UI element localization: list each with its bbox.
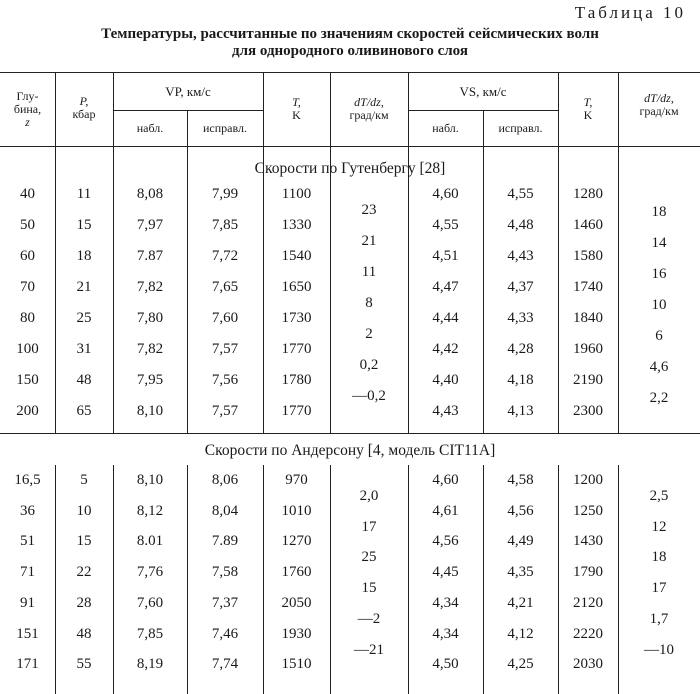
cell-vp-corrected: 7,46 xyxy=(211,626,239,642)
cell-vp-observed: 8,10 xyxy=(136,403,164,419)
header-temperature-vp: T, K xyxy=(292,95,301,122)
cell-temperature-vp: 1760 xyxy=(281,564,312,580)
cell-vp-corrected: 7.89 xyxy=(211,533,239,549)
cell-temperature-vs: 1840 xyxy=(573,310,603,326)
header-vs-observed: набл. xyxy=(432,121,459,135)
cell-temperature-vs: 1200 xyxy=(573,472,603,488)
cell-vs-corrected: 4,49 xyxy=(507,533,534,549)
cell-temperature-vs: 2220 xyxy=(573,626,603,642)
cell-vp-corrected: 7,57 xyxy=(211,403,239,419)
cell-vp-corrected: 7,74 xyxy=(211,656,239,672)
cell-vp-observed: 7,80 xyxy=(136,310,164,326)
cell-pressure: 11 xyxy=(76,186,92,202)
cell-vp-corrected: 7,65 xyxy=(211,279,239,295)
cell-vs-observed: 4,40 xyxy=(432,372,459,388)
cell-vp-corrected: 7,85 xyxy=(211,217,239,233)
cell-vs-corrected: 4,28 xyxy=(507,341,534,357)
cell-vs-corrected: 4,18 xyxy=(507,372,534,388)
cell-vs-observed: 4,55 xyxy=(432,217,459,233)
cell-depth: 36 xyxy=(20,503,35,519)
cell-gradient-vp: 23 xyxy=(361,202,377,218)
cell-temperature-vs: 2030 xyxy=(573,656,603,672)
header-vs-group: VS, км/с xyxy=(459,84,507,99)
cell-vs-corrected: 4,25 xyxy=(507,656,534,672)
cell-gradient-vp: 0,2 xyxy=(359,357,379,373)
cell-vs-observed: 4,60 xyxy=(432,472,459,488)
cell-depth: 60 xyxy=(20,248,35,264)
header-vp-corrected: исправл. xyxy=(203,121,247,135)
cell-gradient-vp: 11 xyxy=(361,264,377,280)
cell-vp-observed: 7,97 xyxy=(136,217,164,233)
cell-pressure: 65 xyxy=(76,403,92,419)
section-divider-rule xyxy=(0,433,700,434)
cell-vp-corrected: 7,56 xyxy=(211,372,239,388)
cell-vp-corrected: 7,37 xyxy=(211,595,239,611)
cell-vs-observed: 4,44 xyxy=(432,310,459,326)
cell-depth: 151 xyxy=(16,626,39,642)
header-temperature-vs: T, K xyxy=(583,95,593,122)
cell-gradient-vs: 12 xyxy=(651,519,667,535)
cell-vs-corrected: 4,58 xyxy=(507,472,534,488)
cell-gradient-vp: 2,0 xyxy=(359,488,379,504)
header-top-rule xyxy=(0,72,700,73)
cell-gradient-vs: 14 xyxy=(651,235,667,251)
cell-pressure: 55 xyxy=(76,656,92,672)
table-number: Таблица 10 xyxy=(574,3,686,22)
cell-temperature-vp: 1540 xyxy=(281,248,312,264)
cell-vp-observed: 7,85 xyxy=(136,626,164,642)
cell-depth: 80 xyxy=(20,310,35,326)
cell-gradient-vs: 18 xyxy=(651,549,667,565)
cell-pressure: 28 xyxy=(76,595,92,611)
vp-group-rule xyxy=(113,110,263,111)
cell-pressure: 31 xyxy=(76,341,92,357)
header-gradient-vp: dT/dz, град/км xyxy=(349,95,389,122)
header-bottom-rule xyxy=(0,146,700,147)
cell-vs-observed: 4,60 xyxy=(432,186,459,202)
cell-depth: 16,5 xyxy=(14,472,41,488)
cell-vs-observed: 4,43 xyxy=(432,403,459,419)
header-gradient-vs: dT/dz, град/км xyxy=(639,91,679,118)
cell-vs-corrected: 4,55 xyxy=(507,186,534,202)
cell-vs-observed: 4,34 xyxy=(432,595,459,611)
cell-temperature-vp: 1650 xyxy=(281,279,312,295)
cell-temperature-vp: 1270 xyxy=(281,533,312,549)
cell-depth: 70 xyxy=(20,279,35,295)
cell-temperature-vs: 1960 xyxy=(573,341,603,357)
cell-depth: 100 xyxy=(16,341,39,357)
cell-depth: 51 xyxy=(20,533,35,549)
cell-vp-observed: 7,82 xyxy=(136,341,164,357)
cell-pressure: 15 xyxy=(76,533,92,549)
cell-vp-observed: 8,12 xyxy=(136,503,164,519)
cell-depth: 71 xyxy=(20,564,35,580)
cell-temperature-vs: 1790 xyxy=(573,564,603,580)
cell-vp-observed: 7,60 xyxy=(136,595,164,611)
cell-pressure: 5 xyxy=(80,472,88,488)
cell-gradient-vs: 18 xyxy=(651,204,667,220)
cell-temperature-vs: 1430 xyxy=(573,533,603,549)
column-rule xyxy=(618,72,619,433)
cell-vp-observed: 8,08 xyxy=(136,186,164,202)
cell-vp-corrected: 7,72 xyxy=(211,248,239,264)
cell-pressure: 15 xyxy=(76,217,92,233)
cell-vs-observed: 4,56 xyxy=(432,533,459,549)
cell-gradient-vp: 15 xyxy=(361,580,377,596)
cell-vp-corrected: 8,04 xyxy=(211,503,239,519)
cell-temperature-vp: 1330 xyxy=(281,217,312,233)
cell-gradient-vs: 10 xyxy=(651,297,667,313)
cell-vp-observed: 8,19 xyxy=(136,656,164,672)
cell-gradient-vs: 17 xyxy=(651,580,667,596)
cell-vp-observed: 7.87 xyxy=(136,248,164,264)
cell-gradient-vs: —10 xyxy=(644,642,674,658)
cell-vs-corrected: 4,37 xyxy=(507,279,534,295)
cell-vs-corrected: 4,48 xyxy=(507,217,534,233)
section-title-anderson: Скорости по Андерсону [4, модель CIT11A] xyxy=(204,442,496,459)
cell-vs-observed: 4,61 xyxy=(432,503,459,519)
cell-vp-corrected: 8,06 xyxy=(211,472,239,488)
cell-gradient-vs: 16 xyxy=(651,266,667,282)
cell-temperature-vp: 1730 xyxy=(281,310,312,326)
cell-vs-corrected: 4,21 xyxy=(507,595,534,611)
cell-gradient-vs: 2,2 xyxy=(649,390,669,406)
cell-vs-corrected: 4,33 xyxy=(507,310,534,326)
header-pressure: P, кбар xyxy=(72,94,96,121)
cell-gradient-vs: 2,5 xyxy=(649,488,669,504)
column-rule xyxy=(330,465,331,694)
cell-gradient-vs: 6 xyxy=(655,328,663,344)
cell-temperature-vp: 2050 xyxy=(281,595,312,611)
cell-depth: 40 xyxy=(20,186,35,202)
table-caption xyxy=(0,26,700,60)
cell-gradient-vp: 2 xyxy=(365,326,373,342)
cell-temperature-vs: 2120 xyxy=(573,595,603,611)
cell-vp-observed: 8.01 xyxy=(136,533,164,549)
caption-line-2: для однородного оливинового слоя xyxy=(232,43,468,59)
cell-temperature-vp: 1780 xyxy=(281,372,312,388)
cell-temperature-vs: 2190 xyxy=(573,372,603,388)
cell-temperature-vp: 1510 xyxy=(281,656,312,672)
cell-vs-corrected: 4,56 xyxy=(507,503,534,519)
cell-vs-corrected: 4,43 xyxy=(507,248,534,264)
cell-vp-corrected: 7,60 xyxy=(211,310,239,326)
cell-pressure: 21 xyxy=(76,279,92,295)
cell-vs-corrected: 4,35 xyxy=(507,564,534,580)
cell-vs-observed: 4,34 xyxy=(432,626,459,642)
cell-depth: 50 xyxy=(20,217,35,233)
cell-temperature-vp: 1770 xyxy=(281,403,312,419)
cell-pressure: 22 xyxy=(76,564,92,580)
section-title-gutenberg: Скорости по Гутенбергу [28] xyxy=(254,160,446,177)
header-vp-observed: набл. xyxy=(136,121,164,135)
cell-gradient-vs: 1,7 xyxy=(649,611,669,627)
cell-vs-observed: 4,51 xyxy=(432,248,459,264)
cell-gradient-vp: 17 xyxy=(361,519,377,535)
cell-pressure: 48 xyxy=(76,626,92,642)
header-depth: Глу- бина, z xyxy=(13,89,42,129)
cell-temperature-vs: 1580 xyxy=(573,248,603,264)
cell-temperature-vs: 1250 xyxy=(573,503,603,519)
column-rule xyxy=(618,465,619,694)
cell-gradient-vp: 25 xyxy=(361,549,377,565)
cell-temperature-vs: 1740 xyxy=(573,279,603,295)
cell-depth: 91 xyxy=(20,595,35,611)
cell-vs-observed: 4,47 xyxy=(432,279,459,295)
cell-vp-corrected: 7,57 xyxy=(211,341,239,357)
cell-temperature-vp: 1100 xyxy=(281,186,312,202)
cell-depth: 150 xyxy=(16,372,39,388)
cell-vs-corrected: 4,13 xyxy=(507,403,534,419)
cell-vp-observed: 7,95 xyxy=(136,372,164,388)
cell-gradient-vp: 8 xyxy=(365,295,373,311)
column-rule xyxy=(330,72,331,433)
cell-vp-corrected: 7,99 xyxy=(211,186,239,202)
cell-temperature-vp: 1010 xyxy=(281,503,312,519)
cell-pressure: 25 xyxy=(76,310,92,326)
cell-temperature-vs: 1280 xyxy=(573,186,603,202)
cell-temperature-vs: 2300 xyxy=(573,403,603,419)
cell-vs-corrected: 4,12 xyxy=(507,626,534,642)
cell-temperature-vs: 1460 xyxy=(573,217,603,233)
cell-depth: 200 xyxy=(16,403,39,419)
cell-temperature-vp: 1770 xyxy=(281,341,312,357)
cell-vp-corrected: 7,58 xyxy=(211,564,239,580)
cell-gradient-vp: —2 xyxy=(357,611,381,627)
cell-vs-observed: 4,50 xyxy=(432,656,459,672)
cell-pressure: 18 xyxy=(76,248,92,264)
cell-vs-observed: 4,42 xyxy=(432,341,459,357)
cell-temperature-vp: 970 xyxy=(285,472,308,488)
cell-vp-observed: 8,10 xyxy=(136,472,164,488)
header-vs-corrected: исправл. xyxy=(498,121,543,135)
cell-gradient-vp: 21 xyxy=(361,233,377,249)
cell-gradient-vp: —0,2 xyxy=(352,388,386,404)
caption-line-1: Температуры, рассчитанные по значениям скоростей сейсмических волн xyxy=(101,26,599,42)
cell-vs-observed: 4,45 xyxy=(432,564,459,580)
cell-vp-observed: 7,76 xyxy=(136,564,164,580)
cell-gradient-vs: 4,6 xyxy=(649,359,669,375)
cell-vp-observed: 7,82 xyxy=(136,279,164,295)
header-vp-group: VP, км/с xyxy=(165,84,211,99)
cell-pressure: 10 xyxy=(76,503,92,519)
cell-gradient-vp: —21 xyxy=(354,642,384,658)
cell-temperature-vp: 1930 xyxy=(281,626,312,642)
cell-depth: 171 xyxy=(16,656,39,672)
cell-pressure: 48 xyxy=(76,372,92,388)
